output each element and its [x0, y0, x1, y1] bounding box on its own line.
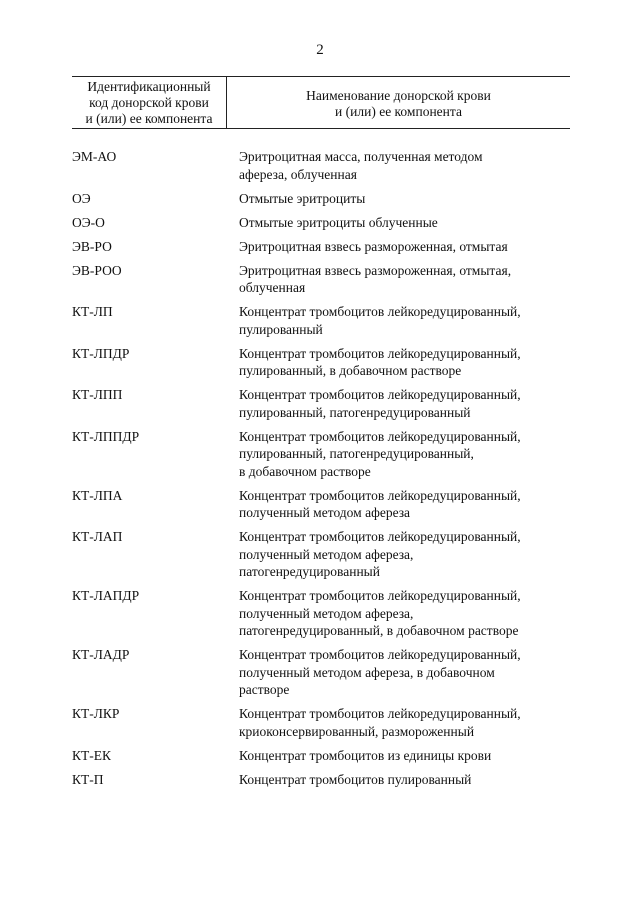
- table-row: [72, 528, 570, 581]
- table-row: [72, 214, 570, 232]
- row-code: КТ-ЛАП: [72, 529, 123, 544]
- row-code: ОЭ-О: [72, 214, 105, 230]
- table-row: [72, 386, 570, 421]
- table-row: [72, 487, 570, 522]
- table-row: [72, 587, 570, 640]
- table-row: [72, 705, 570, 740]
- page-number: 2: [316, 42, 324, 58]
- row-code: КТ-ЛАПДР: [72, 588, 140, 603]
- row-code: ЭВ-РО: [72, 238, 112, 254]
- table-row: [72, 303, 570, 338]
- table-body: [72, 129, 570, 788]
- row-name: Отмытые эритроциты: [239, 190, 366, 206]
- row-name: Концентрат тромбоцитов из единицы крови: [239, 747, 492, 763]
- row-name: Отмытые эритроциты облученные: [239, 214, 438, 230]
- row-code: КТ-ЛПДР: [72, 345, 130, 361]
- row-code: КТ-ЛПП: [72, 387, 123, 402]
- table-row: [72, 428, 570, 481]
- table-row: [72, 747, 570, 765]
- row-name: Концентрат тромбоцитов лейкоредуцированный, пулированный, патогенредуцированный: [239, 387, 521, 420]
- row-name: Эритроцитная масса, полученная методом афереза, облученная: [239, 149, 483, 182]
- row-name: Концентрат тромбоцитов пулированный: [239, 771, 472, 787]
- row-name: Эритроцитная взвесь размороженная, отмытая, облученная: [239, 262, 512, 295]
- header-name: Наименование донорской крови и (или) ее компонента: [306, 88, 491, 119]
- row-name: Концентрат тромбоцитов лейкоредуцированный, пулированный: [239, 304, 521, 337]
- row-name: Концентрат тромбоцитов лейкоредуцированный, полученный методом афереза, патогенредуцированный, в добавочном растворе: [239, 588, 521, 638]
- row-code: КТ-ЛПА: [72, 487, 123, 503]
- row-code: КТ-ЛП: [72, 304, 113, 319]
- row-code: КТ-ЛКР: [72, 706, 120, 721]
- row-code: КТ-П: [72, 771, 104, 787]
- table-header: [72, 76, 570, 129]
- row-name: Эритроцитная взвесь размороженная, отмытая: [239, 238, 508, 254]
- row-name: Концентрат тромбоцитов лейкоредуцированный, пулированный, патогенредуцированный, в добавочном растворе: [239, 428, 521, 479]
- table-row: [72, 771, 570, 789]
- header-code: Идентификационный код донорской крови и (или) ее компонента: [72, 77, 227, 128]
- row-name: Концентрат тромбоцитов лейкоредуцированный, криоконсервированный, размороженный: [239, 706, 521, 739]
- table-row: [72, 345, 570, 380]
- table-row: [72, 148, 570, 183]
- row-name: Концентрат тромбоцитов лейкоредуцированный, полученный методом афереза, патогенредуцированный: [239, 529, 521, 579]
- table-row: [72, 238, 570, 256]
- row-name: Концентрат тромбоцитов лейкоредуцированный, полученный методом афереза, в добавочном растворе: [239, 647, 521, 697]
- blood-components-table: [72, 76, 570, 795]
- row-code: КТ-ЛАДР: [72, 647, 130, 662]
- row-code: ЭМ-АО: [72, 149, 117, 164]
- row-code: КТ-ЛППДР: [72, 428, 140, 444]
- table-row: [72, 262, 570, 297]
- row-code: ЭВ-РОО: [72, 262, 122, 278]
- row-name: Концентрат тромбоцитов лейкоредуцированный, полученный методом афереза: [239, 487, 521, 520]
- table-row: [72, 646, 570, 699]
- row-code: ОЭ: [72, 190, 91, 206]
- row-name: Концентрат тромбоцитов лейкоредуцированный, пулированный, в добавочном растворе: [239, 345, 521, 378]
- table-row: [72, 190, 570, 208]
- row-code: КТ-ЕК: [72, 747, 111, 763]
